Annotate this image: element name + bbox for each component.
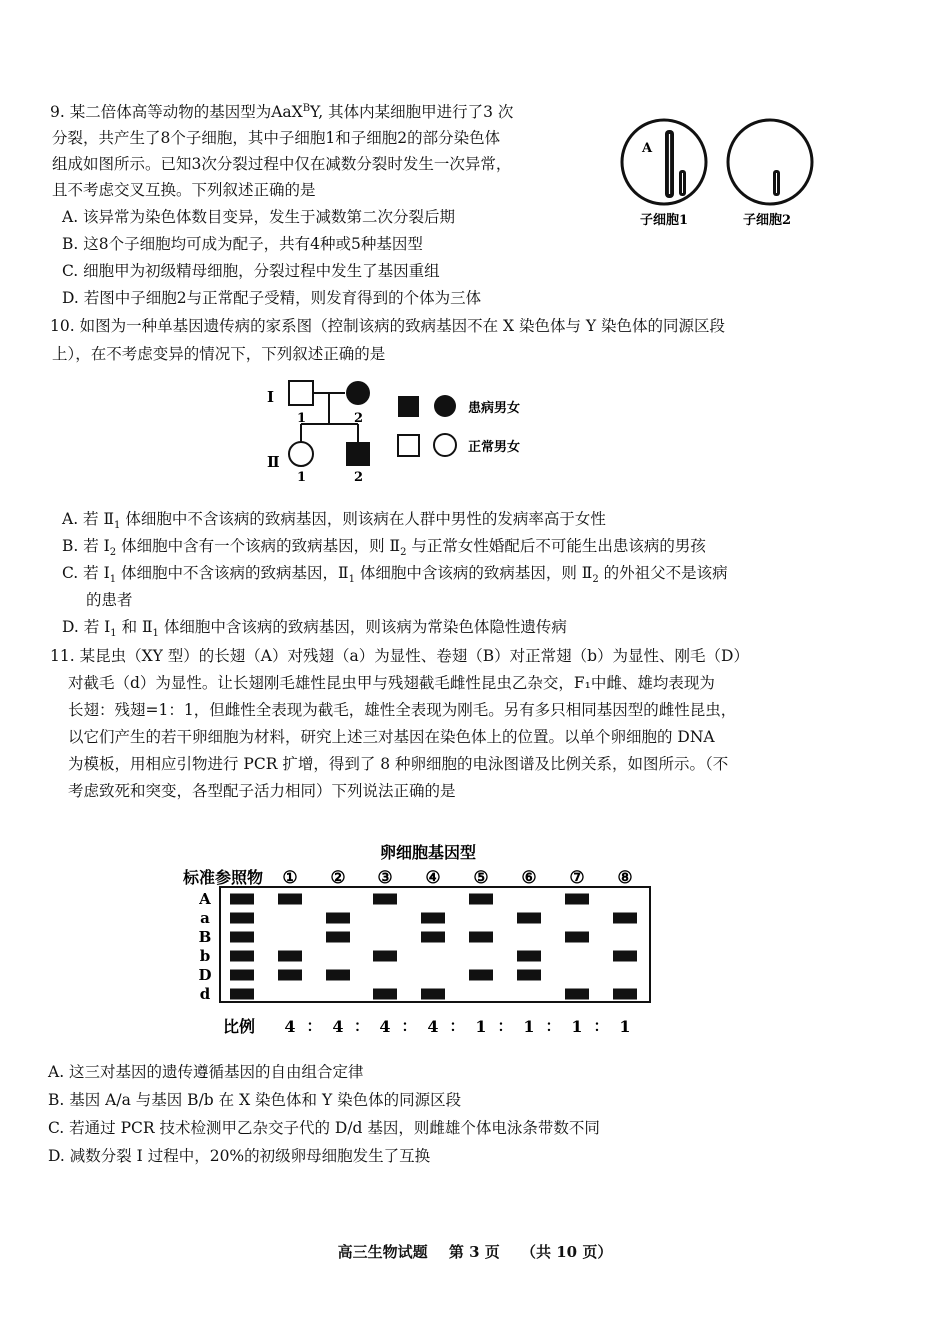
band-lane6-D: [517, 970, 541, 981]
lane-label-3: ③: [377, 868, 393, 888]
row-label-D: D: [198, 966, 212, 984]
row-label-a: a: [200, 909, 210, 927]
q9-stem-line-4: 且不考虑交叉互换。下列叙述正确的是: [52, 181, 316, 199]
q10-option-b[interactable]: B. 若 $Ⅰ_2$ 体细胞中含有一个该病的致病基因，则 $Ⅱ_2$ 与正常女性婚配后不可能生出患该病的男孩: [62, 537, 706, 559]
legend-affected-female: [434, 395, 456, 417]
q9-option-c[interactable]: C. 细胞甲为初级精母细胞，分裂过程中发生了基因重组: [62, 262, 440, 280]
gene-label-a: A: [642, 141, 653, 156]
daughter-cell-2-outline: [728, 120, 812, 204]
generation-1-label: Ⅰ: [267, 388, 275, 406]
q9-stem-line-1: 9. 某二倍体高等动物的基因型为AaX$^B$Y, 其体内某细胞甲进行了3 次: [50, 102, 514, 121]
ratio-value-4: 4: [427, 1017, 439, 1036]
band-lane7-d: [565, 989, 589, 1000]
q9-option-b[interactable]: B. 这8个子细胞均可成为配子，共有4种或5种基因型: [62, 235, 423, 253]
ratio-value-3: 4: [379, 1017, 391, 1036]
legend-normal-female: [434, 434, 456, 456]
pedigree-chart: [255, 372, 555, 487]
ratio-value-1: 4: [284, 1017, 296, 1036]
q9-option-a[interactable]: A. 该异常为染色体数目变异，发生于减数第二次分裂后期: [62, 208, 456, 226]
band-lane2-B: [326, 932, 350, 943]
band-lane3-A: [373, 894, 397, 905]
footer-page: 第 3 页: [448, 1243, 500, 1261]
ratio-separator: ：: [306, 1017, 322, 1035]
legend-affected-label: 患病男女: [468, 401, 521, 416]
ratio-separator: ：: [497, 1017, 513, 1035]
q11-option-c[interactable]: C. 若通过 PCR 技术检测甲乙杂交子代的 D/d 基因，则雌雄个体电泳条带数不同: [48, 1119, 600, 1137]
chart-title: 卵细胞基因型: [380, 843, 477, 862]
ratio-separator: ：: [353, 1017, 370, 1035]
legend-affected-male: [398, 396, 419, 417]
q9-cell-figure: [610, 112, 825, 232]
band-lane1-A: [278, 894, 302, 905]
row-label-d: d: [199, 985, 211, 1003]
band-lane2-D: [326, 970, 350, 981]
lane-label-5: ⑤: [473, 868, 489, 888]
band-lane5-D: [469, 970, 493, 981]
band-lane5-B: [469, 932, 493, 943]
svg-text:2: 2: [354, 470, 364, 485]
lane-label-1: ①: [282, 868, 298, 888]
legend-normal-male: [398, 435, 419, 456]
q10-option-c[interactable]: C. 若 $Ⅰ_1$ 体细胞中不含该病的致病基因，$Ⅱ_1$ 体细胞中含该病的致病基因，则 $Ⅱ_2$ 的外祖父不是该病: [62, 564, 728, 586]
legend-normal-label: 正常男女: [468, 440, 521, 455]
daughter-cell-1-outline: [622, 120, 706, 204]
row-label-b: b: [199, 947, 211, 965]
q10-option-a[interactable]: A. 若 $Ⅱ_1$ 体细胞中不含该病的致病基因，则该病在人群中男性的发病率高于女性: [62, 510, 606, 532]
ratio-separator: ：: [545, 1017, 561, 1035]
ratio-separator: ：: [449, 1017, 465, 1035]
ratio-value-5: 1: [475, 1017, 487, 1036]
lane-label-8: ⑧: [617, 868, 633, 888]
band-lane2-a: [326, 913, 350, 924]
lane-label-7: ⑦: [569, 868, 585, 888]
svg-text:2: 2: [354, 411, 364, 426]
reference-band-B: [230, 932, 254, 943]
reference-band-D: [230, 970, 254, 981]
reference-band-b: [230, 951, 254, 962]
ii1-normal-female: [289, 442, 313, 466]
band-lane5-A: [469, 894, 493, 905]
row-label-B: B: [198, 928, 212, 946]
reference-label: 标准参照物: [183, 868, 264, 887]
band-lane3-b: [373, 951, 397, 962]
band-lane4-d: [421, 989, 445, 1000]
band-lane7-B: [565, 932, 589, 943]
q11-stem-line-4: 以它们产生的若干卵细胞为材料，研究上述三对基因在染色体上的位置。以单个卵细胞的 DNA: [68, 728, 715, 746]
ratio-value-7: 1: [571, 1017, 583, 1036]
footer-total: （共 10 页）: [521, 1243, 613, 1261]
band-lane4-B: [421, 932, 445, 943]
q9-stem-line-2: 分裂，共产生了8个子细胞，其中子细胞1和子细胞2的部分染色体: [52, 129, 501, 147]
ratio-value-8: 1: [619, 1017, 631, 1036]
ratio-value-2: 4: [332, 1017, 344, 1036]
ratio-value-6: 1: [523, 1017, 535, 1036]
band-lane8-d: [613, 989, 637, 1000]
band-lane8-b: [613, 951, 637, 962]
band-lane6-a: [517, 913, 541, 924]
i1-normal-male: [289, 381, 313, 405]
band-lane3-d: [373, 989, 397, 1000]
q9-option-d[interactable]: D. 若图中子细胞2与正常配子受精，则发育得到的个体为三体: [62, 289, 482, 307]
lane-label-2: ②: [330, 868, 346, 888]
q11-option-b[interactable]: B. 基因 A/a 与基因 B/b 在 X 染色体和 Y 染色体的同源区段: [48, 1091, 462, 1109]
band-lane4-a: [421, 913, 445, 924]
band-lane1-b: [278, 951, 302, 962]
q9-stem-line-3: 组成如图所示。已知3次分裂过程中仅在减数分裂时发生一次异常，: [52, 155, 512, 173]
band-lane6-b: [517, 951, 541, 962]
lane-label-6: ⑥: [521, 868, 537, 888]
q11-stem-line-6: 考虑致死和突变，各型配子活力相同）下列说法正确的是: [68, 782, 456, 800]
band-lane7-A: [565, 894, 589, 905]
footer-subject: 高三生物试题: [337, 1243, 428, 1261]
q10-stem-line-1: 10. 如图为一种单基因遗传病的家系图（控制该病的致病基因不在 X 染色体与 Y 染色体的同源区段: [50, 317, 726, 335]
band-lane8-a: [613, 913, 637, 924]
q11-option-d[interactable]: D. 减数分裂 Ⅰ 过程中，20%的初级卵母细胞发生了互换: [48, 1147, 431, 1165]
reference-band-a: [230, 913, 254, 924]
lane-label-4: ④: [425, 868, 441, 888]
q11-stem-line-5: 为模板，用相应引物进行 PCR 扩增，得到了 8 种卵细胞的电泳图谱及比例关系，如图所示。（不: [68, 755, 729, 773]
svg-text:1: 1: [297, 411, 307, 426]
band-lane1-D: [278, 970, 302, 981]
q11-stem-line-3: 长翅：残翅=1：1，但雌性全表现为截毛，雄性全表现为刚毛。另有多只相同基因型的雌性昆虫，: [68, 701, 737, 719]
q11-stem-line-2: 对截毛（d）为显性。让长翅刚毛雄性昆虫甲与残翅截毛雌性昆虫乙杂交，F₁中雌、雄均表现为: [68, 674, 715, 692]
q10-option-d[interactable]: D. 若 $Ⅰ_1$ 和 $Ⅱ_1$ 体细胞中含该病的致病基因，则该病为常染色体隐性遗传病: [62, 618, 567, 640]
ratio-separator: ：: [401, 1017, 417, 1035]
electrophoresis-figure: [175, 840, 665, 1040]
q10-option-c-cont: 的患者: [86, 591, 133, 609]
generation-2-label: Ⅱ: [267, 453, 280, 471]
q11-option-a[interactable]: A. 这三对基因的遗传遵循基因的自由组合定律: [48, 1063, 364, 1081]
page-footer: [0, 1241, 950, 1262]
q10-stem-line-2: 上），在不考虑变异的情况下，下列叙述正确的是: [52, 345, 386, 363]
row-label-A: A: [199, 890, 211, 908]
ii2-affected-male: [346, 442, 370, 466]
ratio-label: 比例: [223, 1017, 256, 1036]
cell-2-label: 子细胞2: [743, 213, 792, 228]
reference-band-A: [230, 894, 254, 905]
svg-text:1: 1: [297, 470, 307, 485]
i2-affected-female: [346, 381, 370, 405]
q11-stem-line-1: 11. 某昆虫（XY 型）的长翅（A）对残翅（a）为显性、卷翅（B）对正常翅（b）为显性、刚毛（D）: [50, 647, 749, 665]
cell-1-label: 子细胞1: [640, 213, 689, 228]
reference-band-d: [230, 989, 254, 1000]
ratio-separator: ：: [593, 1017, 609, 1035]
